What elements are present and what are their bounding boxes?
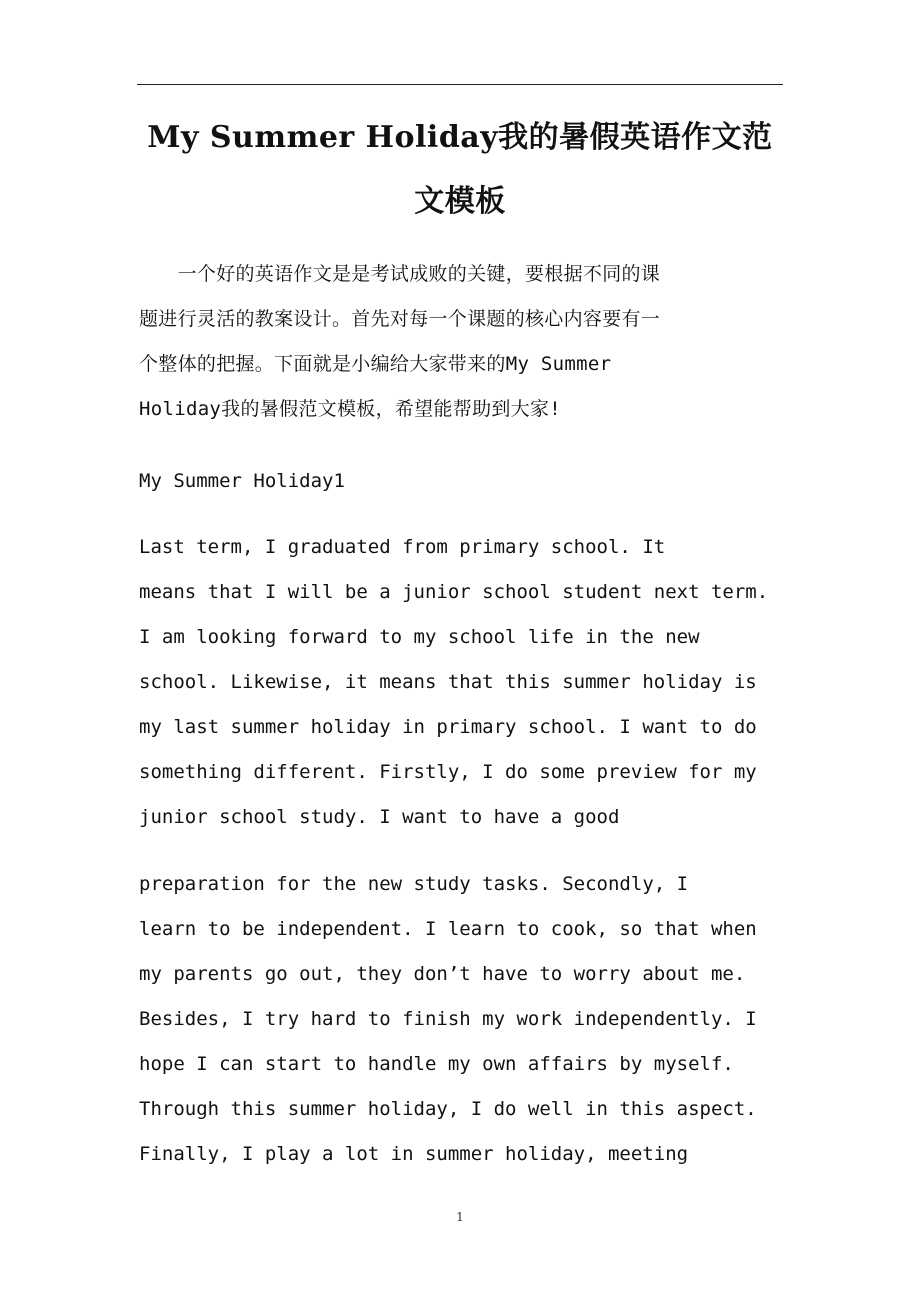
page-number: 1 [456, 1210, 464, 1224]
intro-paragraph: 一个好的英语作文是是考试成败的关键，要根据不同的课 题进行灵活的教案设计。首先对每一个课题的核心内容要有一 个整体的把握。下面就是小编给大家带来的My Summer Holiday我的暑假范文模板，希望能帮助到大家! [139, 263, 661, 420]
essay-paragraph-1: Last term, I graduated from primary school. It means that I will be a junior school student next term. I am looking forward to my school life in the new school. Likewise, it means that this summer holiday is my last summer holiday in primary school. I want to do something different. Firstly, I do some preview for my junior school study. I want to have a good [139, 536, 769, 828]
section-heading: My Summer Holiday1 [139, 470, 345, 492]
page-title: My Summer Holiday我的暑假英语作文范文模板 [147, 120, 773, 219]
header-rule [137, 84, 783, 85]
essay-paragraph-2: preparation for the new study tasks. Secondly, I learn to be independent. I learn to cook, so that when my parents go out, they don’t have to worry about me. Besides, I try hard to finish my work independently. I hope I can start to handle my own affairs by myself. Through this summer holiday, I do well in this aspect. Finally, I play a lot in summer holiday, meeting [139, 873, 757, 1165]
